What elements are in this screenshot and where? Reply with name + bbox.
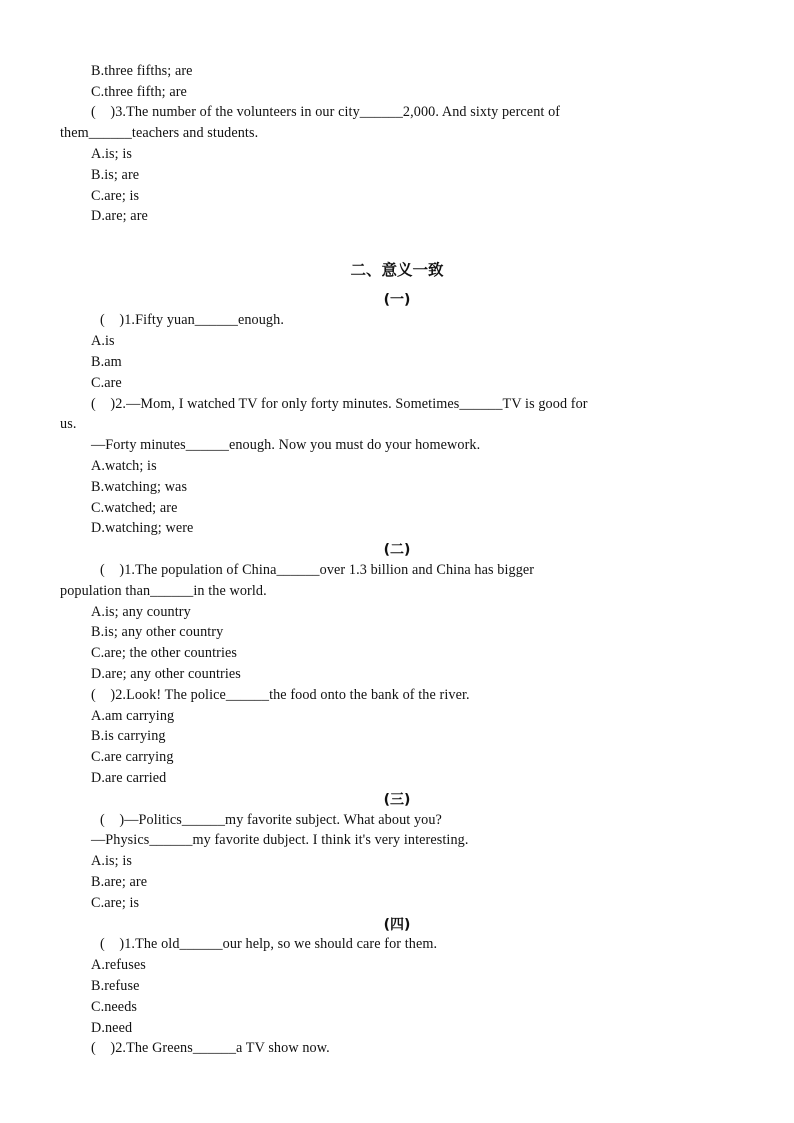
part1-question-1: ( )1.Fifty yuan______enough. <box>100 312 284 328</box>
part2-q1-option-b: B.is; any other country <box>91 624 224 640</box>
q3-option-d: D.are; are <box>91 208 148 224</box>
part2-q1-option-c: C.are; the other countries <box>91 645 237 661</box>
part3-question-line-2: —Physics______my favorite dubject. I think it's very interesting. <box>91 832 469 848</box>
part4-q1-option-d: D.need <box>91 1020 133 1036</box>
part-2-title: (二) <box>383 542 411 558</box>
part3-question-line-1: ( )—Politics______my favorite subject. What about you? <box>100 812 442 828</box>
part2-q2-option-a: A.am carrying <box>91 708 175 724</box>
part4-q1-option-b: B.refuse <box>91 978 140 994</box>
part2-question-1-line-1: ( )1.The population of China______over 1.3 billion and China has bigger <box>100 562 535 578</box>
option-c: C.three fifth; are <box>91 84 187 100</box>
part2-q2-option-b: B.is carrying <box>91 728 166 744</box>
part2-q2-option-c: C.are carrying <box>91 749 174 765</box>
part-4-title: (四) <box>383 917 411 933</box>
part1-q2-option-a: A.watch; is <box>91 458 157 474</box>
question-3-line-1: ( )3.The number of the volunteers in our city______2,000. And sixty percent of <box>91 104 561 120</box>
part3-option-a: A.is; is <box>91 853 133 869</box>
part1-q2-option-c: C.watched; are <box>91 500 178 516</box>
part2-q1-option-a: A.is; any country <box>91 604 191 620</box>
section-title: 二、意义一致 <box>350 261 444 279</box>
part1-question-2-line-1: ( )2.—Mom, I watched TV for only forty minutes. Sometimes______TV is good for <box>91 396 588 412</box>
part1-q1-option-b: B.am <box>91 354 122 370</box>
q3-option-a: A.is; is <box>91 146 133 162</box>
part1-q1-option-a: A.is <box>91 333 115 349</box>
part2-question-1-line-2: population than______in the world. <box>60 583 267 599</box>
part4-q1-option-a: A.refuses <box>91 957 146 973</box>
part4-question-2: ( )2.The Greens______a TV show now. <box>91 1040 330 1056</box>
q3-option-b: B.is; are <box>91 167 140 183</box>
part1-q2-option-d: D.watching; were <box>91 520 194 536</box>
part-3-title: (三) <box>383 792 411 808</box>
part-1-title: (一) <box>383 292 411 308</box>
part4-question-1: ( )1.The old______our help, so we should care for them. <box>100 936 438 952</box>
part2-question-2: ( )2.Look! The police______the food onto the bank of the river. <box>91 687 470 703</box>
part2-q2-option-d: D.are carried <box>91 770 167 786</box>
question-3-line-2: them______teachers and students. <box>60 125 259 141</box>
part1-q2-option-b: B.watching; was <box>91 479 188 495</box>
part2-q1-option-d: D.are; any other countries <box>91 666 241 682</box>
part1-q1-option-c: C.are <box>91 375 122 391</box>
part1-question-2-line-3: —Forty minutes______enough. Now you must do your homework. <box>91 437 481 453</box>
q3-option-c: C.are; is <box>91 188 140 204</box>
option-b: B.three fifths; are <box>91 63 193 79</box>
part4-q1-option-c: C.needs <box>91 999 138 1015</box>
part3-option-b: B.are; are <box>91 874 148 890</box>
part1-question-2-line-2: us. <box>60 416 77 432</box>
part3-option-c: C.are; is <box>91 895 140 911</box>
